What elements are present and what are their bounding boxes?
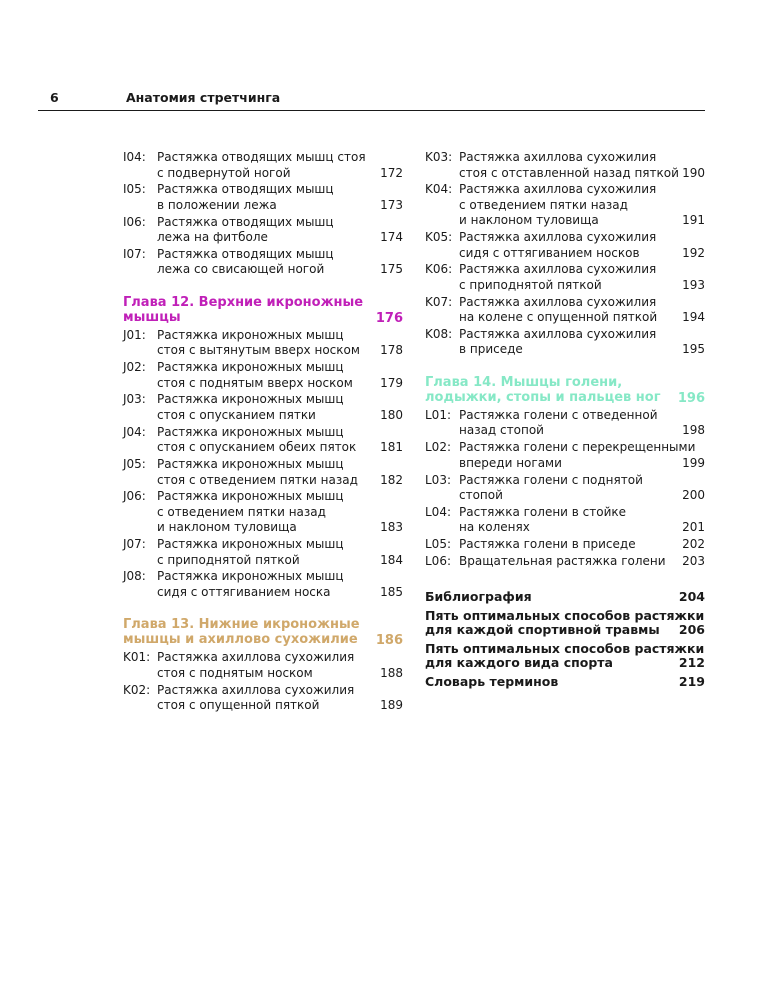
- entry-page-number: 172: [380, 165, 403, 180]
- entry-code: K01:: [123, 650, 151, 665]
- entry-title: [123, 247, 403, 278]
- chapter-page-number: 176: [375, 310, 403, 326]
- entry-page-number: 173: [380, 197, 403, 212]
- toc-entry[interactable]: [123, 392, 403, 423]
- entry-title-line: в приседе: [459, 342, 523, 357]
- entry-code: L03:: [425, 472, 451, 487]
- toc-extras: [425, 590, 705, 689]
- entry-title-line: Растяжка голени с поднятой: [459, 472, 643, 487]
- entry-title-line: Растяжка ахиллова сухожилия: [459, 230, 657, 245]
- entry-title-line: назад стопой: [459, 423, 544, 438]
- entry-code: I04:: [123, 150, 146, 164]
- entry-code: J06:: [123, 489, 146, 504]
- entry-code: J02:: [123, 360, 146, 375]
- entry-title: [123, 457, 403, 488]
- entry-title-line: стоя с отведением пятки назад: [157, 472, 358, 487]
- entry-title-line: стоя с поднятым носком: [157, 665, 313, 680]
- backmatter-entry[interactable]: [425, 590, 705, 605]
- entry-title: [425, 505, 705, 536]
- entry-code: L01:: [425, 407, 451, 422]
- entry-code: K05:: [425, 230, 453, 245]
- entry-title-line: Растяжка икроножных мышц: [157, 489, 344, 504]
- entry-title-line: на колене с опущенной пяткой: [459, 310, 658, 325]
- toc-group: [425, 408, 705, 569]
- entry-code: I05:: [123, 182, 146, 197]
- backmatter-page-number: 206: [678, 622, 705, 638]
- entry-title-line: Растяжка икроножных мышц: [157, 392, 344, 407]
- chapter-title-line: Глава 13. Нижние икроножные: [123, 617, 360, 633]
- entry-title-line: стоя с поднятым вверх носком: [157, 375, 353, 390]
- entry-title: [425, 150, 705, 181]
- entry-title: [123, 182, 403, 213]
- entry-title-line: стопой: [459, 488, 503, 503]
- toc-entry[interactable]: [123, 683, 403, 714]
- entry-title: [425, 262, 705, 293]
- toc-entry[interactable]: [123, 650, 403, 681]
- entry-page-number: 203: [682, 553, 705, 568]
- entry-title-line: Растяжка ахиллова сухожилия: [459, 182, 657, 197]
- entry-title: [123, 425, 403, 456]
- entry-title-line: стоя с опущенной пяткой: [157, 698, 320, 713]
- entry-code: K04:: [425, 182, 453, 197]
- running-header: [38, 88, 705, 111]
- entry-title: [425, 473, 705, 504]
- chapter-title-line: мышцы и ахиллово сухожилие: [123, 632, 358, 648]
- entry-title-line: Растяжка отводящих мышц: [157, 214, 334, 229]
- entry-title-line: с приподнятой пяткой: [157, 552, 300, 567]
- entry-code: J04:: [123, 424, 146, 439]
- entry-page-number: 194: [682, 310, 705, 325]
- entry-title: [123, 683, 403, 714]
- chapter-title-line: Глава 12. Верхние икроножные: [123, 294, 364, 310]
- entry-title-line: с отведением пятки назад: [459, 197, 628, 212]
- toc-group: [123, 650, 403, 713]
- entry-title-line: Растяжка голени с перекрещенными: [459, 440, 696, 455]
- backmatter-title-line: для каждой спортивной травмы: [425, 622, 660, 638]
- entry-title: [425, 327, 705, 358]
- book-title: Анатомия стретчинга: [126, 90, 281, 105]
- toc-entry[interactable]: [123, 150, 403, 181]
- backmatter-title-line: Словарь терминов: [425, 673, 559, 689]
- entry-page-number: 190: [682, 165, 705, 180]
- entry-page-number: 180: [380, 407, 403, 422]
- entry-title-line: Растяжка икроножных мышц: [157, 424, 344, 439]
- toc-entry[interactable]: [123, 182, 403, 213]
- entry-page-number: 192: [682, 245, 705, 260]
- entry-page-number: 174: [380, 230, 403, 245]
- entry-page-number: 188: [380, 665, 403, 680]
- toc-entry[interactable]: [425, 537, 705, 553]
- entry-title-line: и наклоном туловища: [459, 213, 599, 228]
- entry-title: [123, 650, 403, 681]
- entry-title: [123, 360, 403, 391]
- entry-title: [123, 328, 403, 359]
- entry-title-line: Растяжка отводящих мышц: [157, 182, 334, 197]
- entry-title-line: и наклоном туловища: [157, 520, 297, 535]
- entry-title-line: Растяжка голени в стойке: [459, 504, 627, 519]
- entry-title-line: Растяжка ахиллова сухожилия: [459, 262, 657, 277]
- toc-entry[interactable]: [425, 295, 705, 326]
- entry-title: [123, 215, 403, 246]
- entry-title-line: Вращательная растяжка голени: [459, 553, 666, 568]
- entry-title-line: Растяжка икроножных мышц: [157, 537, 344, 552]
- backmatter-entry[interactable]: [425, 609, 705, 638]
- toc-entry[interactable]: [123, 328, 403, 359]
- page-number: 6: [50, 90, 59, 105]
- toc-entry[interactable]: [123, 537, 403, 568]
- entry-title-line: Растяжка голени в приседе: [459, 537, 636, 552]
- toc-entry[interactable]: [425, 440, 705, 471]
- entry-title-line: Растяжка ахиллова сухожилия: [459, 326, 657, 341]
- entry-title-line: Растяжка ахиллова сухожилия: [459, 150, 657, 164]
- entry-title-line: Растяжка икроножных мышц: [157, 569, 344, 584]
- entry-code: J07:: [123, 537, 146, 552]
- toc-group: [425, 150, 705, 358]
- entry-page-number: 198: [682, 423, 705, 438]
- entry-title-line: Растяжка икроножных мышц: [157, 360, 344, 375]
- chapter-page-number: 196: [677, 390, 705, 406]
- toc-entry[interactable]: [425, 182, 705, 229]
- toc-entry[interactable]: [123, 457, 403, 488]
- entry-code: J05:: [123, 457, 146, 472]
- entry-title-line: с приподнятой пяткой: [459, 277, 602, 292]
- entry-title: [123, 569, 403, 600]
- toc-entry[interactable]: [425, 327, 705, 358]
- toc-entry[interactable]: [425, 554, 705, 570]
- entry-title: [425, 295, 705, 326]
- entry-title-line: Растяжка ахиллова сухожилия: [157, 682, 355, 697]
- entry-page-number: 195: [682, 342, 705, 357]
- backmatter-title-line: Пять оптимальных способов растяжки: [425, 607, 705, 623]
- entry-code: J03:: [123, 392, 146, 407]
- entry-title: [425, 537, 705, 553]
- entry-title: [425, 554, 705, 570]
- entry-title-line: Растяжка икроножных мышц: [157, 457, 344, 472]
- entry-page-number: 179: [380, 375, 403, 390]
- entry-page-number: 183: [380, 520, 403, 535]
- toc-entry[interactable]: [425, 262, 705, 293]
- entry-title-line: на коленях: [459, 520, 530, 535]
- entry-code: K08:: [425, 326, 453, 341]
- toc-entry[interactable]: [425, 150, 705, 181]
- entry-title-line: Растяжка отводящих мышц: [157, 246, 334, 261]
- entry-code: I07:: [123, 246, 146, 261]
- backmatter-page-number: 204: [678, 589, 705, 605]
- chapter-13-heading[interactable]: [123, 617, 403, 647]
- toc-entry[interactable]: [123, 215, 403, 246]
- entry-title-line: впереди ногами: [459, 455, 562, 470]
- entry-code: K02:: [123, 682, 151, 697]
- entry-title: [123, 537, 403, 568]
- toc-entry[interactable]: [123, 489, 403, 536]
- chapter-12-heading[interactable]: [123, 295, 403, 325]
- entry-title-line: сидя с оттягиванием носка: [157, 584, 331, 599]
- chapter-title-line: Глава 14. Мышцы голени,: [425, 374, 623, 390]
- entry-title-line: в положении лежа: [157, 197, 277, 212]
- toc-group: [123, 328, 403, 601]
- entry-page-number: 199: [682, 455, 705, 470]
- entry-code: K06:: [425, 262, 453, 277]
- entry-title: [123, 489, 403, 536]
- chapter-page-number: 186: [375, 633, 403, 649]
- toc-entry[interactable]: [425, 230, 705, 261]
- entry-page-number: 178: [380, 343, 403, 358]
- entry-code: K03:: [425, 150, 453, 164]
- entry-title-line: Растяжка отводящих мышц стоя: [157, 150, 366, 164]
- entry-title: [425, 230, 705, 261]
- backmatter-title-line: для каждого вида спорта: [425, 655, 613, 671]
- entry-code: I06:: [123, 214, 146, 229]
- backmatter-page-number: 212: [678, 655, 705, 671]
- entry-title: [425, 182, 705, 229]
- toc-column-left: [123, 150, 403, 715]
- toc-entry[interactable]: [123, 425, 403, 456]
- entry-page-number: 202: [682, 537, 705, 552]
- entry-title-line: с подвернутой ногой: [157, 165, 291, 180]
- chapter-title-line: лодыжки, стопы и пальцев ног: [425, 389, 661, 405]
- toc-entry[interactable]: [425, 408, 705, 439]
- backmatter-page-number: 219: [678, 673, 705, 689]
- entry-title-line: стоя с отставленной назад пяткой: [459, 165, 679, 180]
- toc-entry[interactable]: [123, 569, 403, 600]
- entry-title-line: с отведением пятки назад: [157, 504, 326, 519]
- entry-page-number: 185: [380, 584, 403, 599]
- entry-page-number: 184: [380, 552, 403, 567]
- chapter-title-line: мышцы: [123, 309, 181, 325]
- entry-title-line: Растяжка голени с отведенной: [459, 407, 658, 422]
- entry-title: [425, 440, 705, 471]
- entry-code: K07:: [425, 294, 453, 309]
- entry-code: J08:: [123, 569, 146, 584]
- entry-title-line: Растяжка ахиллова сухожилия: [459, 294, 657, 309]
- backmatter-entry[interactable]: [425, 675, 705, 690]
- entry-title-line: лежа на фитболе: [157, 230, 268, 245]
- entry-title-line: стоя с вытянутым вверх носком: [157, 343, 360, 358]
- entry-page-number: 181: [380, 440, 403, 455]
- entry-title-line: Растяжка икроножных мышц: [157, 327, 344, 342]
- backmatter-entry[interactable]: [425, 642, 705, 671]
- chapter-14-heading[interactable]: [425, 375, 705, 405]
- entry-page-number: 175: [380, 262, 403, 277]
- entry-code: L04:: [425, 504, 451, 519]
- backmatter-title-line: Пять оптимальных способов растяжки: [425, 640, 705, 656]
- toc-entry[interactable]: [425, 505, 705, 536]
- entry-title: [123, 392, 403, 423]
- toc-group: [123, 150, 403, 278]
- entry-title-line: стоя с опусканием обеих пяток: [157, 440, 357, 455]
- entry-page-number: 200: [682, 488, 705, 503]
- entry-page-number: 182: [380, 472, 403, 487]
- entry-title-line: стоя с опусканием пятки: [157, 407, 316, 422]
- entry-title-line: сидя с оттягиванием носков: [459, 245, 640, 260]
- entry-code: L02:: [425, 440, 451, 455]
- toc-entry[interactable]: [123, 360, 403, 391]
- toc-entry[interactable]: [425, 473, 705, 504]
- entry-title: [123, 150, 403, 181]
- entry-title-line: лежа со свисающей ногой: [157, 262, 325, 277]
- entry-code: L06:: [425, 553, 451, 568]
- entry-page-number: 189: [380, 698, 403, 713]
- toc-entry[interactable]: [123, 247, 403, 278]
- toc-column-right: [425, 150, 705, 693]
- entry-code: J01:: [123, 327, 146, 342]
- entry-page-number: 201: [682, 520, 705, 535]
- entry-title-line: Растяжка ахиллова сухожилия: [157, 650, 355, 665]
- entry-page-number: 193: [682, 277, 705, 292]
- entry-title: [425, 408, 705, 439]
- backmatter-title-line: Библиография: [425, 589, 532, 605]
- entry-code: L05:: [425, 537, 451, 552]
- entry-page-number: 191: [682, 213, 705, 228]
